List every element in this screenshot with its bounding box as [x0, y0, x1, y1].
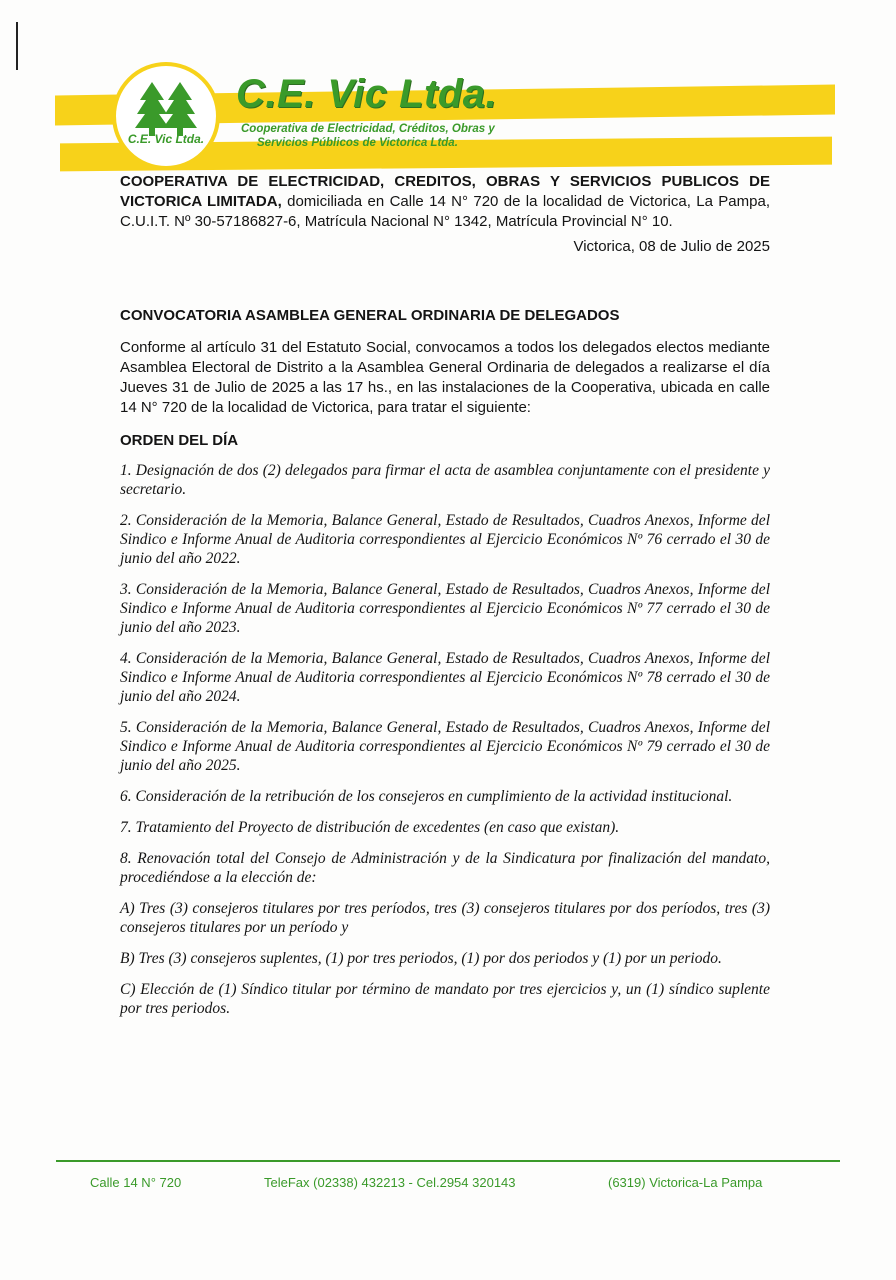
scan-edge-mark — [16, 22, 18, 70]
agenda-subitem: C) Elección de (1) Síndico titular por término de mandato por tres ejercicios y, un (1) síndico suplente por tres periodos. — [120, 981, 770, 1017]
intro-paragraph — [120, 172, 770, 232]
agenda-item: 6. Consideración de la retribución de los consejeros en cumplimiento de la actividad institucional. — [120, 788, 733, 805]
agenda-item: 4. Consideración de la Memoria, Balance General, Estado de Resultados, Cuadros Anexos, Informe del Sindico e Informe Anual de Auditoria correspondientes al Ejercicio Económicos Nº 78 cerrado el 30 de junio del año 2024. — [120, 650, 770, 705]
agenda-item: 3. Consideración de la Memoria, Balance General, Estado de Resultados, Cuadros Anexos, Informe del Sindico e Informe Anual de Auditoria correspondientes al Ejercicio Económicos Nº 77 cerrado el 30 de junio del año 2023. — [120, 581, 770, 636]
brand-subtitle-line1: Cooperativa de Electricidad, Créditos, Obras y — [241, 123, 495, 135]
logo — [112, 62, 220, 170]
org-name: COOPERATIVA DE ELECTRICIDAD, CREDITOS, OBRAS Y SERVICIOS PUBLICOS DE VICTORICA LIMITADA, — [120, 173, 770, 210]
brand-title: C.E. Vic Ltda. — [236, 72, 498, 116]
footer-phone: TeleFax (02338) 432213 - Cel.2954 320143 — [264, 1175, 516, 1190]
footer-location: (6319) Victorica-La Pampa — [608, 1175, 763, 1190]
logo-caption: C.E. Vic Ltda. — [127, 132, 205, 146]
convocatoria-body: Conforme al artículo 31 del Estatuto Social, convocamos a todos los delegados electos mediante Asamblea Electoral de Distrito a la Asamblea General Ordinaria de delegados a realizarse el día Jueves 31 de Julio de 2025 a las 17 hs., en las instalaciones de la Cooperativa, ubicada en calle 14 N° 720 de la localidad de Victorica, para tratar el siguiente: — [120, 339, 770, 416]
agenda-item: 7. Tratamiento del Proyecto de distribución de excedentes (en caso que existan). — [120, 819, 620, 836]
agenda-list — [120, 461, 770, 1018]
pine-trees-icon — [132, 78, 202, 138]
agenda-title: ORDEN DEL DÍA — [120, 432, 239, 449]
agenda-item: 1. Designación de dos (2) delegados para firmar el acta de asamblea conjuntamente con el presidente y secretario. — [120, 462, 770, 498]
agenda-item: 8. Renovación total del Consejo de Administración y de la Sindicatura por finalización del mandato, procediéndose a la elección de: — [120, 850, 770, 886]
footer-address: Calle 14 N° 720 — [90, 1175, 182, 1190]
agenda-item: 2. Consideración de la Memoria, Balance General, Estado de Resultados, Cuadros Anexos, Informe del Sindico e Informe Anual de Auditoria correspondientes al Ejercicio Económicos Nº 76 cerrado el 30 de junio del año 2022. — [120, 512, 770, 567]
brand-subtitle — [241, 122, 541, 150]
convocatoria-title: CONVOCATORIA ASAMBLEA GENERAL ORDINARIA DE DELEGADOS — [120, 307, 620, 324]
agenda-subitem: A) Tres (3) consejeros titulares por tres períodos, tres (3) consejeros titulares por dos períodos, tres (3) consejeros titulares por un período y — [120, 900, 770, 936]
agenda-item: 5. Consideración de la Memoria, Balance General, Estado de Resultados, Cuadros Anexos, Informe del Sindico e Informe Anual de Auditoria correspondientes al Ejercicio Económicos Nº 79 cerrado el 30 de junio del año 2025. — [120, 719, 770, 774]
org-details: domiciliada en Calle 14 N° 720 de la localidad de Victorica, La Pampa, C.U.I.T. Nº 30-57186827-6, Matrícula Nacional N° 1342, Matrícula Provincial N° 10. — [120, 193, 771, 230]
document-date: Victorica, 08 de Julio de 2025 — [573, 238, 770, 255]
document-body — [120, 172, 770, 1030]
footer-divider — [56, 1160, 840, 1162]
brand-subtitle-line2: Servicios Públicos de Victorica Ltda. — [257, 137, 458, 149]
agenda-subitem: B) Tres (3) consejeros suplentes, (1) por tres periodos, (1) por dos periodos y (1) por un periodo. — [120, 950, 722, 967]
